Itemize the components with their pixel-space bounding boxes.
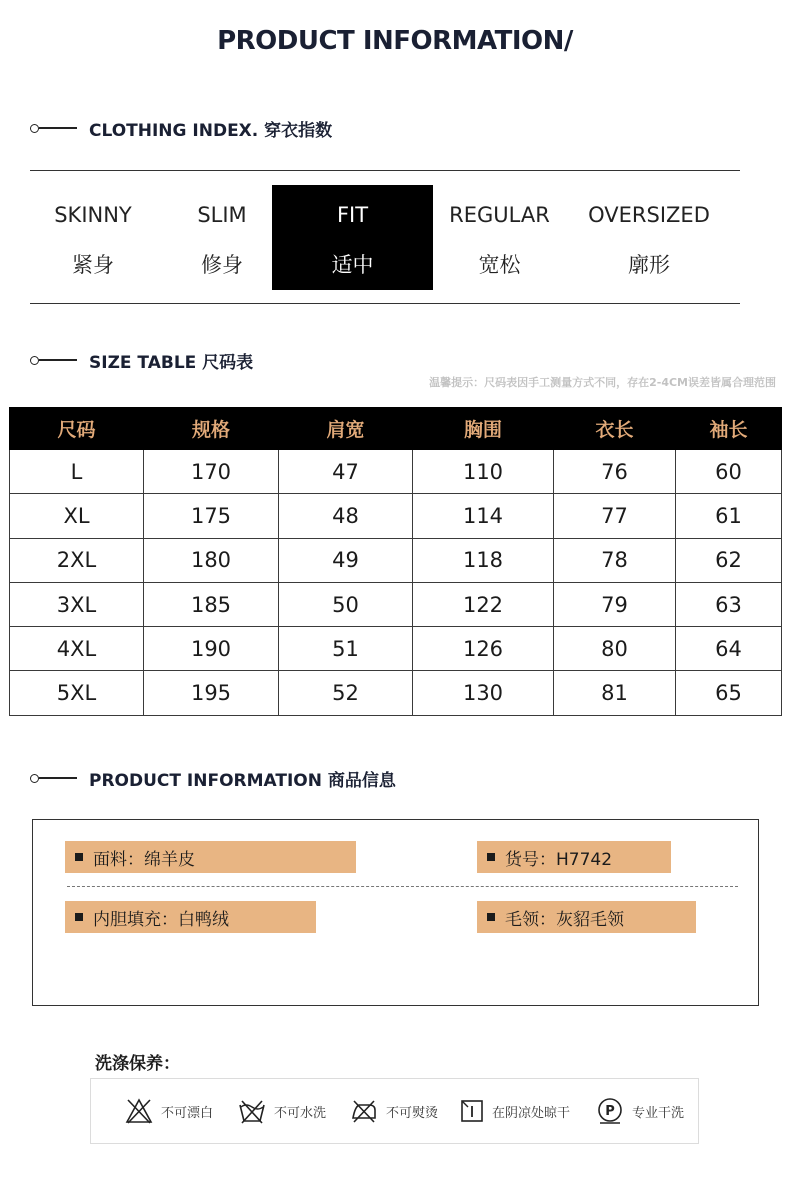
col-header-size: 尺码 xyxy=(10,408,144,450)
table-cell: 64 xyxy=(676,627,782,671)
table-cell: 80 xyxy=(554,627,676,671)
table-cell: 63 xyxy=(676,582,782,626)
table-cell: 61 xyxy=(676,494,782,538)
material-tag xyxy=(65,841,356,873)
fit-option-en: OVERSIZED xyxy=(588,203,710,227)
fit-option-en: SLIM xyxy=(197,203,247,227)
col-header-length: 衣长 xyxy=(554,408,676,450)
table-cell: 51 xyxy=(279,627,413,671)
size-table-heading xyxy=(30,348,253,372)
product-info-title: PRODUCT INFORMATION 商品信息 xyxy=(89,770,396,791)
fit-option-en: SKINNY xyxy=(54,203,132,227)
table-cell: 79 xyxy=(554,582,676,626)
table-cell: 50 xyxy=(279,582,413,626)
care-title: 洗涤保养： xyxy=(95,1054,180,1074)
care-item-shade-dry xyxy=(460,1096,570,1126)
no-bleach-icon xyxy=(125,1098,153,1124)
table-cell: 3XL xyxy=(10,582,144,626)
care-item-dry-clean xyxy=(596,1096,684,1126)
page-title: PRODUCT INFORMATION/ xyxy=(217,26,573,56)
col-header-chest: 胸围 xyxy=(413,408,554,450)
table-cell: 126 xyxy=(413,627,554,671)
col-header-shoulder: 肩宽 xyxy=(279,408,413,450)
dashed-divider xyxy=(67,886,738,887)
care-item-no-bleach xyxy=(125,1096,213,1126)
table-row xyxy=(10,627,782,671)
fit-option-zh: 宽松 xyxy=(478,253,521,277)
collar-text: 毛领：灰貂毛领 xyxy=(505,909,624,930)
fit-option-zh: 紧身 xyxy=(72,253,114,277)
care-item-no-wash xyxy=(238,1096,326,1126)
square-bullet-icon xyxy=(75,853,83,861)
table-cell: 2XL xyxy=(10,538,144,582)
divider xyxy=(30,170,740,171)
svg-text:P: P xyxy=(605,1104,615,1119)
table-cell: 122 xyxy=(413,582,554,626)
fit-option-en: REGULAR xyxy=(449,203,550,227)
fit-option-zh: 修身 xyxy=(201,253,243,277)
fit-option-regular xyxy=(433,185,566,290)
table-cell: 190 xyxy=(144,627,279,671)
care-label: 在阴凉处晾干 xyxy=(492,1105,571,1121)
measurement-tip: 温馨提示：尺码表因手工测量方式不同，存在2-4CM误差皆属合理范围 xyxy=(429,376,776,389)
item-number-text: 货号：H7742 xyxy=(505,849,613,870)
fit-option-slim xyxy=(172,185,272,290)
collar-tag xyxy=(477,901,696,933)
square-bullet-icon xyxy=(75,913,83,921)
table-cell: 62 xyxy=(676,538,782,582)
table-cell: 118 xyxy=(413,538,554,582)
fit-option-en: FIT xyxy=(336,203,369,227)
table-row xyxy=(10,538,782,582)
filling-tag xyxy=(65,901,316,933)
circle-bullet-icon xyxy=(30,124,39,133)
fit-option-zh: 廓形 xyxy=(628,253,670,277)
no-wash-icon xyxy=(238,1098,266,1124)
table-cell: 185 xyxy=(144,582,279,626)
col-header-sleeve: 袖长 xyxy=(676,408,782,450)
table-cell: 65 xyxy=(676,671,782,715)
no-iron-icon xyxy=(350,1098,378,1124)
table-cell: 48 xyxy=(279,494,413,538)
table-row xyxy=(10,450,782,494)
product-info-heading xyxy=(30,766,396,790)
table-cell: 5XL xyxy=(10,671,144,715)
square-bullet-icon xyxy=(487,853,495,861)
shade-dry-icon xyxy=(460,1098,484,1124)
table-cell: 77 xyxy=(554,494,676,538)
size-table xyxy=(9,407,782,716)
table-cell: XL xyxy=(10,494,144,538)
care-label: 不可水洗 xyxy=(274,1105,327,1121)
table-cell: 60 xyxy=(676,450,782,494)
fit-option-zh: 适中 xyxy=(331,253,374,277)
table-row xyxy=(10,671,782,715)
care-item-no-iron xyxy=(350,1096,438,1126)
table-row xyxy=(10,582,782,626)
table-cell: 114 xyxy=(413,494,554,538)
table-cell: 175 xyxy=(144,494,279,538)
filling-text: 内胆填充：白鸭绒 xyxy=(93,909,229,930)
table-cell: 110 xyxy=(413,450,554,494)
clothing-index-title: CLOTHING INDEX. 穿衣指数 xyxy=(89,120,333,141)
clothing-index-heading xyxy=(30,116,332,140)
table-cell: 52 xyxy=(279,671,413,715)
table-cell: 180 xyxy=(144,538,279,582)
table-cell: L xyxy=(10,450,144,494)
table-cell: 170 xyxy=(144,450,279,494)
circle-bullet-icon xyxy=(30,356,39,365)
professional-dry-clean-icon xyxy=(596,1097,624,1125)
table-cell: 78 xyxy=(554,538,676,582)
table-row xyxy=(10,494,782,538)
size-table-title: SIZE TABLE 尺码表 xyxy=(89,352,254,373)
col-header-spec: 规格 xyxy=(144,408,279,450)
material-text: 面料：绵羊皮 xyxy=(93,849,195,870)
table-cell: 4XL xyxy=(10,627,144,671)
table-cell: 195 xyxy=(144,671,279,715)
table-cell: 47 xyxy=(279,450,413,494)
table-cell: 130 xyxy=(413,671,554,715)
care-label: 专业干洗 xyxy=(632,1105,685,1121)
circle-bullet-icon xyxy=(30,774,39,783)
care-label: 不可熨烫 xyxy=(386,1105,439,1121)
fit-option-fit xyxy=(272,185,433,290)
square-bullet-icon xyxy=(487,913,495,921)
table-cell: 76 xyxy=(554,450,676,494)
fit-option-oversized xyxy=(566,185,732,290)
table-cell: 49 xyxy=(279,538,413,582)
divider xyxy=(30,303,740,304)
care-label: 不可漂白 xyxy=(161,1105,214,1121)
item-number-tag xyxy=(477,841,671,873)
table-header-row xyxy=(10,408,782,450)
table-cell: 81 xyxy=(554,671,676,715)
fit-option-skinny xyxy=(14,185,172,290)
